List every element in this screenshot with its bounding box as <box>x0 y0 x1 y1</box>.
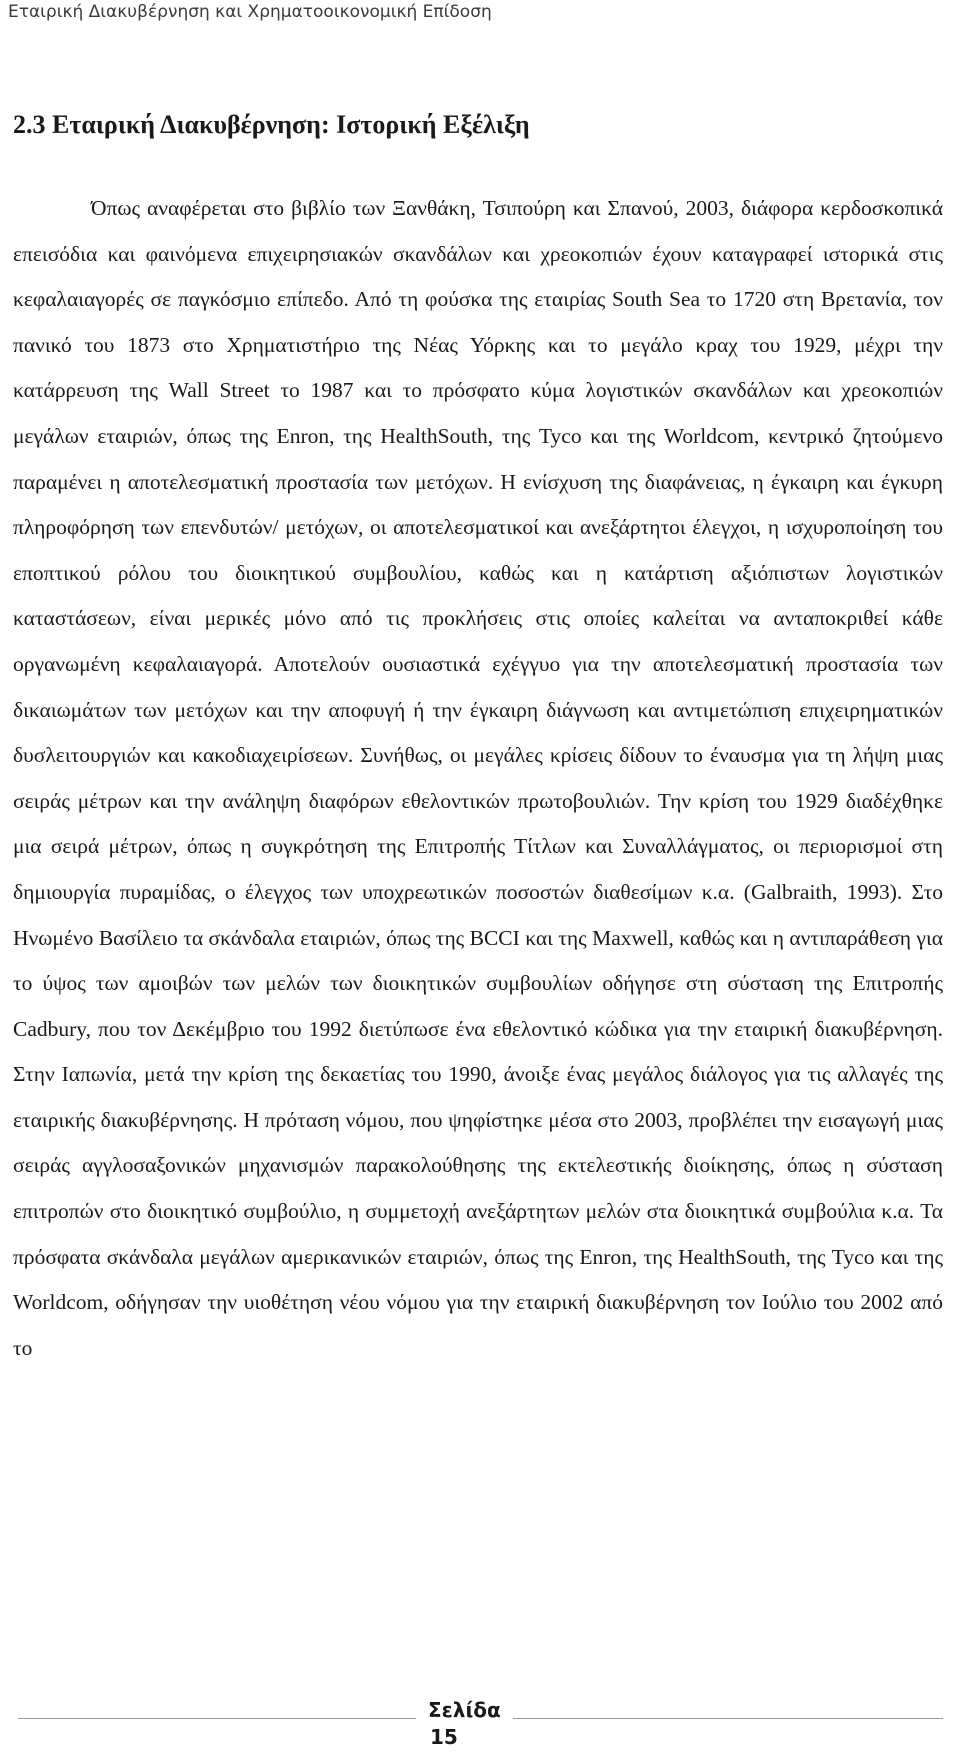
footer-rule-right <box>513 1718 943 1719</box>
page-number: 15 <box>430 1725 458 1749</box>
page-label: Σελίδα <box>428 1698 501 1722</box>
footer-rule-left <box>18 1718 416 1719</box>
body-paragraph: Όπως αναφέρεται στο βιβλίο των Ξανθάκη, Τσιπούρη και Σπανού, 2003, διάφορα κερδοσκοπικά επεισόδια και φαινόμενα επιχειρησιακών σκανδάλων και χρεοκοπιών έχουν καταγραφεί ιστορικά στις κεφαλαιαγορές σε παγκόσμιο επίπεδο. Από τη φούσκα της εταιρίας South Sea το 1720 στη Βρετανία, τον πανικό του 1873 στο Χρηματιστήριο της Νέας Υόρκης και το μεγάλο κραχ του 1929, μέχρι την κατάρρευση της Wall Street το 1987 και το πρόσφατο κύμα λογιστικών σκανδάλων και χρεοκοπιών μεγάλων εταιριών, όπως της Enron, της HealthSouth, της Tyco και της Worldcom, κεντρικό ζητούμενο παραμένει η αποτελεσματική προστασία των μετόχων. Η ενίσχυση της διαφάνειας, η έγκαιρη και έγκυρη πληροφόρηση των επενδυτών/ μετόχων, οι αποτελεσματικοί και ανεξάρτητοι έλεγχοι, η ισχυροποίηση του εποπτικού ρόλου του διοικητικού συμβουλίου, καθώς και η κατάρτιση αξιόπιστων λογιστικών καταστάσεων, είναι μερικές μόνο από τις προκλήσεις στις οποίες καλείται να ανταποκριθεί κάθε οργανωμένη κεφαλαιαγορά. Αποτελούν ουσιαστικά εχέγγυο για την αποτελεσματική προστασία των δικαιωμάτων των μετόχων και την αποφυγή ή την έγκαιρη διάγνωση και αντιμετώπιση επιχειρηματικών δυσλειτουργιών και κακοδιαχειρίσεων. Συνήθως, οι μεγάλες κρίσεις δίδουν το έναυσμα για τη λήψη μιας σειράς μέτρων και την ανάληψη διαφόρων εθελοντικών πρωτοβουλιών. Την κρίση του 1929 διαδέχθηκε μια σειρά μέτρων, όπως η συγκρότηση της Επιτροπής Τίτλων και Συναλλάγματος, οι περιορισμοί στη δημιουργία πυραμίδας, ο έλεγχος των υποχρεωτικών ποσοστών διαθεσίμων κ.α. (Galbraith, 1993). Στο Ηνωμένο Βασίλειο τα σκάνδαλα εταιριών, όπως της BCCI και της Maxwell, καθώς και η αντιπαράθεση για το ύψος των αμοιβών των μελών των διοικητικών συμβουλίων οδήγησε στη σύσταση της Επιτροπής Cadbury, που τον Δεκέμβριο του 1992 διετύπωσε ένα εθελοντικό κώδικα για την εταιρική διακυβέρνηση. Στην Ιαπωνία, μετά την κρίση της δεκαετίας του 1990, άνοιξε ένας μεγάλος διάλογος για τις αλλαγές της εταιρικής διακυβέρνησης. Η πρόταση νόμου, που ψηφίστηκε μέσα στο 2003, προβλέπει την εισαγωγή μιας σειράς αγγλοσαξονικών μηχανισμών παρακολούθησης της εκτελεστικής διοίκησης, όπως η σύσταση επιτροπών στο διοικητικό συμβούλιο, η συμμετοχή ανεξάρτητων μελών στα διοικητικά συμβούλια κ.α. Τα πρόσφατα σκάνδαλα μεγάλων αμερικανικών εταιριών, όπως της Enron, της HealthSouth, της Tyco και της Worldcom, οδήγησαν την υιοθέτηση νέου νόμου για την εταιρική διακυβέρνηση τον Ιούλιο του 2002 από το <box>13 196 943 1360</box>
section-heading: 2.3 Εταιρική Διακυβέρνηση: Ιστορική Εξέλιξη <box>13 110 530 139</box>
running-header: Εταιρική Διακυβέρνηση και Χρηματοοικονομική Επίδοση <box>8 2 492 22</box>
